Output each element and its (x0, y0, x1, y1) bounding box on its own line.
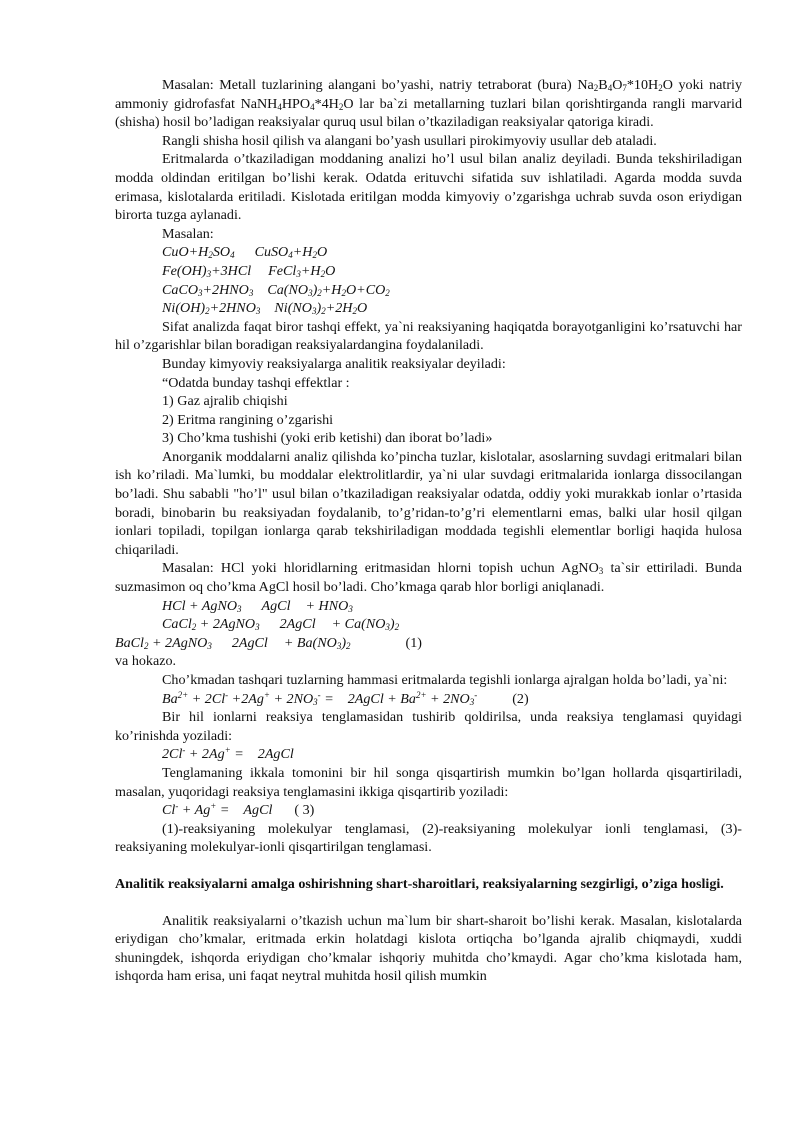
equation-molecular-ionic: $Ba^{2+} + 2Cl^- +2Ag^+ + 2NO_3^-$ = 2AgCl + $Ba^{2+} + 2NO_3^-$ (2) (162, 689, 529, 707)
paragraph-conditions: Analitik reaksiyalarni o’tkazish uchun ma`lum bir shart-sharoit bo’lishi kerak. Masalan, kislotalarda eriydigan cho’kmalar, eritmada erkin holatdagi kislota ortiqcha bo’lganda ajralib chiqmaydi, xuddi shuningdek, ishqorda eriydigan cho’kmalar ishqoriy muhitda cho’kmaydi. Agar cho’kma kislotada ham, ishqorda ham erisa, uni faqat neytral muhitda hosil qilish mumkin (115, 912, 742, 985)
paragraph-equation-types: (1)-reaksiyaning molekulyar tenglamasi, (2)-reaksiyaning molekulyar ionli tenglamasi, (3)-reaksiyaning molekulyar-ionli qisqartirilgan tenglamasi. (115, 820, 742, 856)
paragraph-example-label: Masalan: (162, 225, 214, 242)
paragraph-wet-analysis: Eritmalarda o’tkaziladigan moddaning analizi ho’l usul bilan analiz deyiladi. Bunda tekshiriladigan modda oldindan eritilgan bo’lishi kerak. Odatda erituvchi sifatida suv ishlatiladi. Agarda modda suvda erimasa, kislotalarda eritiladi. Kislotada eritilgan modda kimyoviy o’zgarishga uchrab suvda oson eriydigan birorta tuzga aylanadi. (115, 151, 742, 224)
paragraph-reduce: Tenglamaning ikkala tomonini bir hil songa qisqartirish mumkin bo’lgan hollarda qisqartiriladi, masalan, yuqoridagi reaksiya tenglamasini ikkiga qisqartirib yoziladi: (115, 764, 742, 800)
equation-hcl: HCl + AgNO$_3$ AgCl + $HNO_3$ (162, 597, 353, 614)
paragraph-qualitative-analysis: Sifat analizda faqat biror tashqi effekt, ya`ni reaksiyaning haqiqatda borayotganligini ko’rsatuvchi har hil o’zgarishlar bilan boradigan reaksiyalardangina foydalaniladi. (115, 318, 742, 354)
equation-number: ( 3) (294, 802, 315, 819)
equation-nioh: $Ni(OH)_2+2HNO_3$ $Ni(NO_3)_2+2H_2O$ (162, 300, 368, 317)
list-item: 1) Gaz ajralib chiqishi (162, 393, 288, 410)
paragraph-pyrochemistry-intro: Masalan: Metall tuzlarining alangani bo’yashi, natriy tetraborat (bura) $Na_2B_4O_7*10H_2O$ yoki natriy ammoniy gidrofasfat $NaNH_4HPO_4*4H_2O$ lar ba`zi metallarning tuzlari bilan qorishtirganda rangli marvarid (shisha) hosil bo’ladigan reaksiyalar quruq usul bilan o’tkaziladigan reaksiyalar qatoriga kiradi. (115, 77, 742, 131)
document-page (115, 76, 742, 986)
paragraph-effects-intro: “Odatda bunday tashqi effektlar : (162, 374, 350, 391)
paragraph-ions-intro: Cho’kmadan tashqari tuzlarning hammasi eritmalarda tegishli ionlarga ajralgan holda bo’ladi, ya`ni: (162, 672, 728, 688)
paragraph-etc: va hokazo. (115, 653, 177, 670)
section-heading: Analitik reaksiyalarni amalga oshirishning shart-sharoitlari, reaksiyalarning sezgirligi, o’ziga hosligi. (115, 875, 724, 892)
list-item: 2) Eritma rangining o’zgarishi (162, 411, 334, 428)
equation-ionic: 2Cl- + 2Ag+ = 2AgCl (162, 745, 294, 763)
equation-cuo: $CuO+H_2SO_4$ $CuSO_4+H_2O$ (162, 244, 328, 261)
equation-bacl2: BaCl$_2$ + 2AgNO$_3$ 2AgCl + $Ba(NO_3)_2$ (1) (115, 634, 422, 651)
equation-cacl2: CaCl$_2$ + 2AgNO$_3$ 2AgCl + $Ca(NO_3)_2$ (162, 616, 400, 633)
equation-reduced: Cl- + Ag+ = AgCl ( 3) (162, 801, 315, 819)
equation-caco3: $CaCO_3+2HNO_3$ $Ca(NO_3)_2+H_2O+CO_2$ (162, 281, 390, 298)
list-item: 3) Cho’kma tushishi (yoki erib ketishi) dan iborat bo’ladi» (162, 430, 493, 447)
paragraph-remove-ions: Bir hil ionlarni reaksiya tenglamasidan tushirib qoldirilsa, unda reaksiya tenglamasi quyidagi ko’rinishda yoziladi: (115, 709, 742, 744)
equation-number: (1) (405, 634, 422, 651)
paragraph-analytic-reactions: Bunday kimyoviy reaksiyalarga analitik reaksiyalar deyiladi: (162, 355, 506, 372)
equation-number: (2) (512, 690, 529, 707)
paragraph-pyrochemical-methods: Rangli shisha hosil qilish va alangani bo’yash usullari pirokimyoviy usullar deb ataladi. (162, 132, 657, 149)
paragraph-chlorine-detection: Masalan: HCl yoki hloridlarning eritmasidan hlorni topish uchun AgNO$_3$ ta`sir ettiriladi. Bunda suzmasimon oq cho’kma AgCl hosil bo’ladi. Cho’kmaga qarab hlor borligi aniqlanadi. (115, 560, 742, 596)
equation-feoh: $Fe(OH)_3+3HCl$ $FeCl_3+H_2O$ (162, 262, 336, 279)
paragraph-inorganic-analysis: Anorganik moddalarni analiz qilishda ko’pincha tuzlar, kislotalar, asoslarning suvdagi eritmalari bilan ish ko’riladi. Ma`lumki, bu moddalar elektrolitlardir, ya`ni ular suvdagi eritmalarida ionlarga dissocilangan bo’ladi. Shu sababli "ho’l" usul bilan o’tkaziladigan reaksiyalar odatda, oddiy yoki murakkab ionlar o’rtasida boradi, binobarin bu reaksiyadan foydalanib, to’g’ridan-to’g’ri elementlarni emas, balki ular hosil qilgan ionlari topiladi, topilgan ionlarga qarab tekshiriladigan moddada tegishli elementlar borligi haqida hulosa chiqariladi. (115, 448, 742, 558)
